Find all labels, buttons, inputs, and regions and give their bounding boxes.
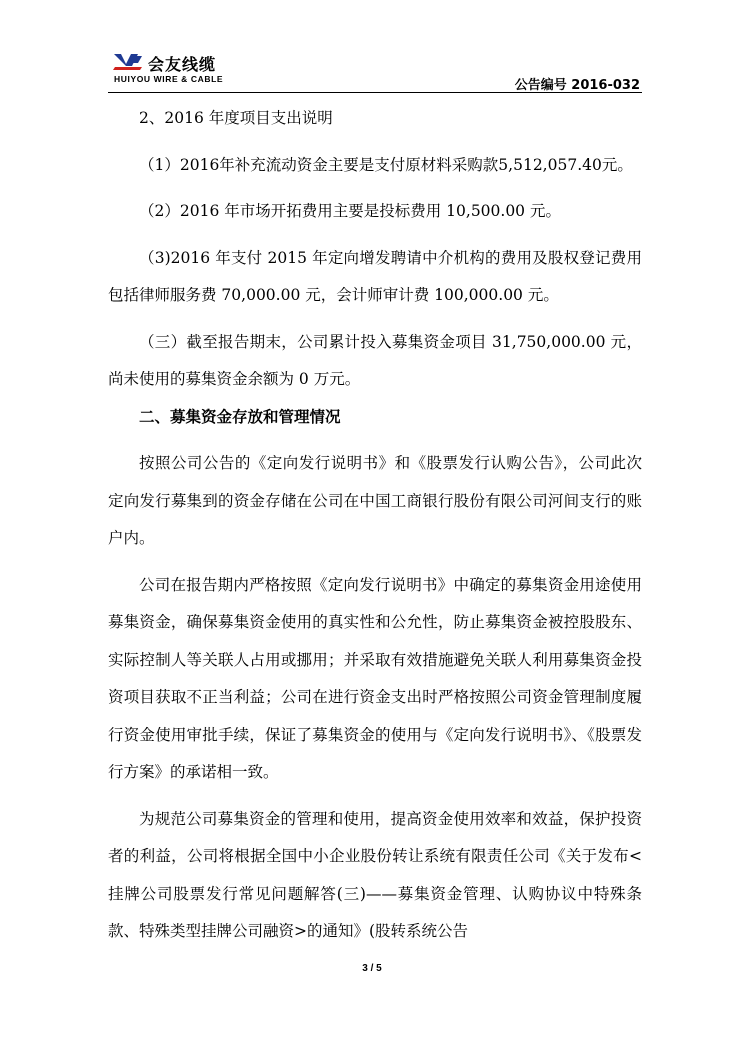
- announcement-number: 公告编号 2016-032: [514, 78, 640, 93]
- section-item-2: 2、2016 年度项目支出说明: [139, 109, 333, 127]
- paragraph-working-capital: （1）2016年补充流动资金主要是支付原材料采购款5,512,057.40元。: [139, 155, 633, 174]
- paragraph-fund-usage: 公司在报告期内严格按照《定向发行说明书》中确定的募集资金用途使用募集资金，确保募集资金使用的真实性和公允性，防止募集资金被控股股东、实际控制人等关联人占用或挪用；并采取有效措施避免关联人利用募集资金投资项目获取不正当利益；公司在进行资金支出时严格按照公司资金管理制度履行资金使用审批手续，保证了募集资金的使用与《定向发行说明书》、《股票发行方案》的承诺相一致。: [108, 575, 642, 781]
- page-header: [108, 48, 642, 93]
- logo-mark-icon: [112, 52, 144, 74]
- company-logo: [108, 48, 268, 84]
- paragraph-market-expense: （2）2016 年市场开拓费用主要是投标费用 10,500.00 元。: [139, 202, 561, 220]
- logo-english-text: HUIYOU WIRE & CABLE: [114, 74, 224, 84]
- header-rule: [108, 92, 642, 93]
- paragraph-intermediary-fees: （3)2016 年支付 2015 年定向增发聘请中介机构的费用及股权登记费用包括律师服务费 70,000.00 元，会计师审计费 100,000.00 元。: [108, 248, 642, 304]
- document-body: [108, 100, 642, 951]
- section-heading: 二、募集资金存放和管理情况: [139, 407, 341, 426]
- logo-chinese-text: 会友线缆: [148, 55, 217, 74]
- paragraph-deposit-account: 按照公司公告的《定向发行说明书》和《股票发行认购公告》，公司此次定向发行募集到的资金存储在公司在中国工商银行股份有限公司河间支行的账户内。: [108, 454, 642, 547]
- paragraph-regulation: 为规范公司募集资金的管理和使用，提高资金使用效率和效益，保护投资者的利益，公司将根据全国中小企业股份转让系统有限责任公司《关于发布<挂牌公司股票发行常见问题解答(三)——募集资金管理、认购协议中特殊条款、特殊类型挂牌公司融资>的通知》(股转系统公告: [108, 809, 642, 940]
- paragraph-cumulative-investment: （三）截至报告期末，公司累计投入募集资金项目 31,750,000.00 元，尚未使用的募集资金余额为 0 万元。: [108, 332, 642, 388]
- page-number: 3 / 5: [362, 963, 382, 974]
